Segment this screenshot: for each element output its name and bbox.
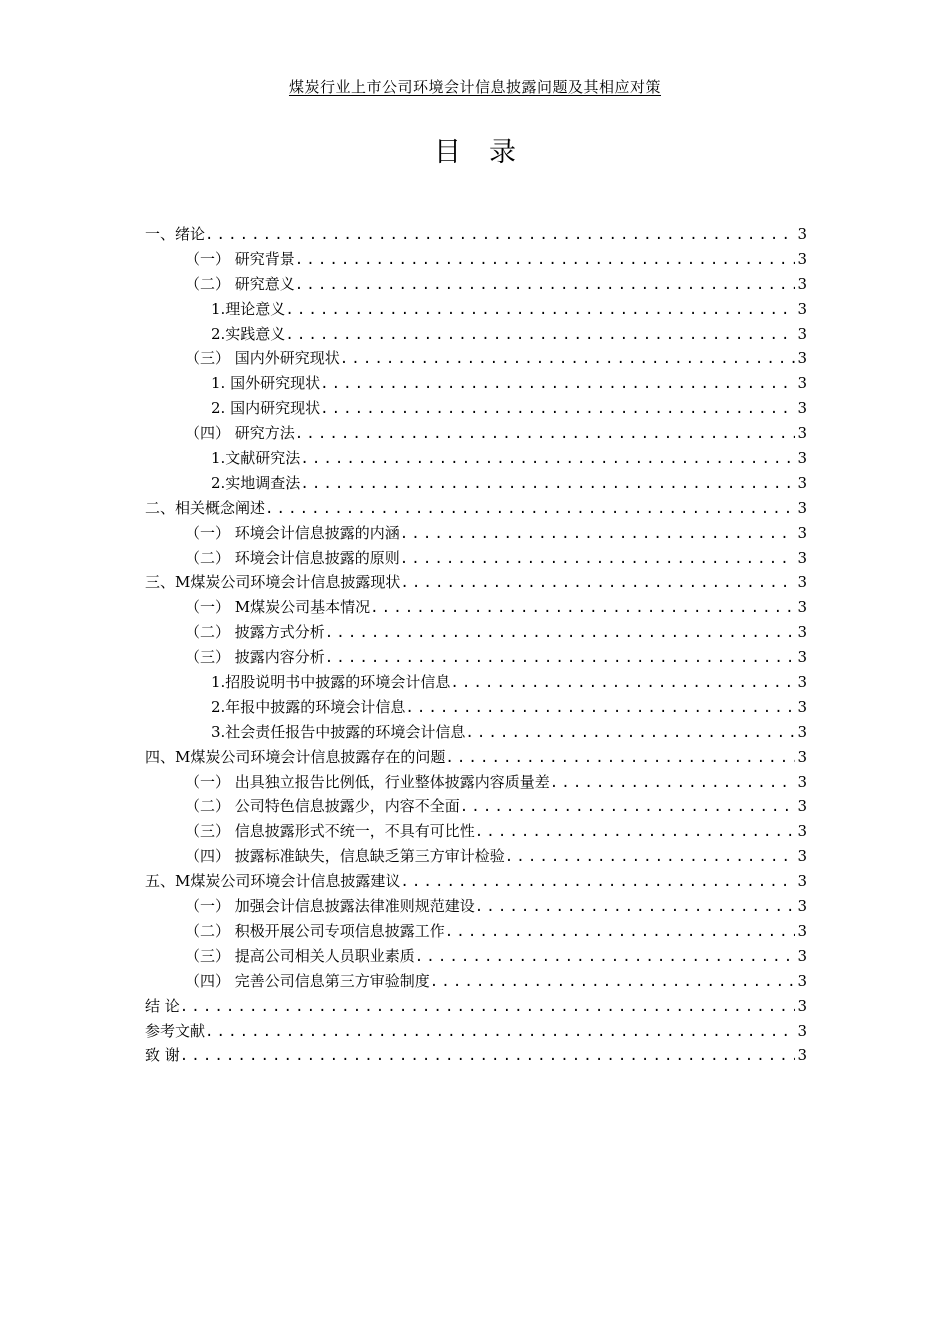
toc-entry-text: （四） 披露标准缺失，信息缺乏第三方审计检验: [185, 847, 505, 866]
toc-page-number: 3: [797, 473, 807, 492]
toc-page-number: 3: [797, 1046, 807, 1065]
dot-leader: [400, 870, 795, 895]
toc-entry-text: （三） 国内外研究现状: [185, 349, 340, 368]
toc-entry-text: 1. 国外研究现状: [211, 374, 321, 393]
toc-entry[interactable]: [145, 869, 807, 894]
toc-page-number: 3: [797, 324, 807, 343]
dot-leader: [300, 472, 795, 497]
dot-leader: [445, 746, 795, 771]
dot-leader: [320, 397, 795, 422]
dot-leader: [475, 895, 796, 920]
toc-entry-text: 2.实地调查法: [211, 473, 301, 492]
toc-page-number: 3: [797, 921, 807, 940]
toc-entry-text: （四） 研究方法: [185, 424, 295, 443]
toc-entry-text: 1.文献研究法: [211, 449, 301, 468]
dot-leader: [450, 671, 795, 696]
dot-leader: [445, 920, 796, 945]
toc-page-number: 3: [797, 946, 807, 965]
toc-page-number: 3: [797, 897, 807, 916]
toc-entry[interactable]: [145, 272, 807, 297]
toc-entry[interactable]: [145, 819, 807, 844]
toc-entry-text: （二） 环境会计信息披露的原则: [185, 548, 400, 567]
toc-page-number: 3: [797, 1021, 807, 1040]
toc-page-number: 3: [797, 872, 807, 891]
dot-leader: [265, 497, 795, 522]
toc-entry[interactable]: [145, 346, 807, 371]
toc-page-number: 3: [797, 399, 807, 418]
toc-page-number: 3: [797, 722, 807, 741]
toc-entry[interactable]: [145, 1019, 807, 1044]
toc-entry-text: 1.理论意义: [211, 299, 286, 318]
toc-page-number: 3: [797, 523, 807, 542]
toc-page-number: 3: [797, 648, 807, 667]
toc-page-number: 3: [797, 772, 807, 791]
toc-title: 目录: [434, 137, 544, 168]
dot-leader: [415, 945, 796, 970]
toc-entry[interactable]: [145, 371, 807, 396]
dot-leader: [325, 646, 796, 671]
toc-entry[interactable]: [145, 745, 807, 770]
toc-entry[interactable]: [145, 570, 807, 595]
toc-page-number: 3: [797, 971, 807, 990]
toc-entry-text: 参考文献: [145, 1021, 206, 1040]
toc-entry[interactable]: [145, 471, 807, 496]
toc-page-number: 3: [797, 349, 807, 368]
toc-entry[interactable]: [145, 794, 807, 819]
toc-entry-text: （二） 公司特色信息披露少，内容不全面: [185, 797, 460, 816]
toc-entry[interactable]: [145, 297, 807, 322]
dot-leader: [295, 273, 796, 298]
toc-entry[interactable]: [145, 695, 807, 720]
toc-entry[interactable]: [145, 222, 807, 247]
running-header: [0, 76, 950, 97]
toc-entry-text: （一） 出具独立报告比例低，行业整体披露内容质量差: [185, 772, 550, 791]
toc-page-number: 3: [797, 747, 807, 766]
dot-leader: [405, 696, 795, 721]
toc-entry[interactable]: [145, 844, 807, 869]
dot-leader: [505, 845, 796, 870]
dot-leader: [340, 347, 796, 372]
toc-page-number: 3: [797, 449, 807, 468]
toc-entry-text: 2. 国内研究现状: [211, 399, 321, 418]
toc-entry-text: （一） M煤炭公司基本情况: [185, 598, 371, 617]
toc-entry[interactable]: [145, 994, 807, 1019]
toc-page-number: 3: [797, 548, 807, 567]
toc-entry-text: 3.社会责任报告中披露的环境会计信息: [211, 722, 466, 741]
dot-leader: [370, 596, 795, 621]
table-of-contents: [145, 222, 807, 1068]
toc-page-number: 3: [797, 424, 807, 443]
dot-leader: [320, 372, 795, 397]
toc-entry[interactable]: [145, 894, 807, 919]
toc-page-number: 3: [797, 498, 807, 517]
dot-leader: [285, 323, 795, 348]
dot-leader: [180, 995, 796, 1020]
toc-entry-text: （二） 披露方式分析: [185, 623, 325, 642]
toc-entry[interactable]: [145, 421, 807, 446]
toc-page-number: 3: [797, 225, 807, 243]
toc-entry[interactable]: [145, 919, 807, 944]
toc-entry[interactable]: [145, 521, 807, 546]
toc-entry[interactable]: [145, 247, 807, 272]
dot-leader: [325, 621, 796, 646]
toc-page-number: 3: [797, 623, 807, 642]
toc-page-number: 3: [797, 847, 807, 866]
toc-entry-text: 三、M煤炭公司环境会计信息披露现状: [145, 573, 401, 592]
dot-leader: [550, 771, 796, 796]
toc-page-number: 3: [797, 249, 807, 268]
toc-entry[interactable]: [145, 670, 807, 695]
toc-page-number: 3: [797, 573, 807, 592]
toc-entry-text: （一） 加强会计信息披露法律准则规范建设: [185, 897, 475, 916]
toc-entry[interactable]: [145, 322, 807, 347]
dot-leader: [400, 547, 796, 572]
toc-entry-text: 四、M煤炭公司环境会计信息披露存在的问题: [145, 747, 446, 766]
toc-entry-text: （三） 提高公司相关人员职业素质: [185, 946, 415, 965]
toc-entry[interactable]: [145, 720, 807, 745]
toc-entry[interactable]: [145, 546, 807, 571]
dot-leader: [460, 795, 796, 820]
toc-page-number: 3: [797, 673, 807, 692]
dot-leader: [400, 571, 795, 596]
toc-entry[interactable]: [145, 446, 807, 471]
toc-entry[interactable]: [145, 1043, 807, 1068]
toc-entry-text: 五、M煤炭公司环境会计信息披露建议: [145, 872, 401, 891]
toc-page-number: 3: [797, 822, 807, 841]
toc-page-number: 3: [797, 299, 807, 318]
toc-entry-text: 结 论: [145, 996, 180, 1015]
toc-page-number: 3: [797, 374, 807, 393]
toc-entry[interactable]: [145, 969, 807, 994]
toc-entry-text: 一、绪论: [145, 225, 206, 243]
toc-entry-text: 致 谢: [145, 1046, 180, 1065]
toc-entry[interactable]: [145, 944, 807, 969]
toc-entry-text: （二） 积极开展公司专项信息披露工作: [185, 921, 445, 940]
toc-entry[interactable]: [145, 645, 807, 670]
running-header-text: 煤炭行业上市公司环境会计信息披露问题及其相应对策: [288, 78, 661, 96]
toc-entry[interactable]: [145, 396, 807, 421]
toc-entry-text: 2.年报中披露的环境会计信息: [211, 697, 406, 716]
dot-leader: [475, 820, 796, 845]
dot-leader: [295, 422, 796, 447]
toc-page-number: 3: [797, 274, 807, 293]
toc-entry-text: （二） 研究意义: [185, 274, 295, 293]
dot-leader: [205, 223, 795, 248]
dot-leader: [465, 721, 795, 746]
dot-leader: [400, 522, 796, 547]
toc-page-number: 3: [797, 996, 807, 1015]
dot-leader: [300, 447, 795, 472]
toc-entry[interactable]: [145, 496, 807, 521]
toc-entry-text: 1.招股说明书中披露的环境会计信息: [211, 673, 451, 692]
toc-entry-text: （三） 披露内容分析: [185, 648, 325, 667]
toc-entry-text: 2.实践意义: [211, 324, 286, 343]
dot-leader: [180, 1044, 796, 1069]
dot-leader: [285, 298, 795, 323]
toc-entry-text: （四） 完善公司信息第三方审验制度: [185, 971, 430, 990]
toc-entry[interactable]: [145, 595, 807, 620]
dot-leader: [295, 248, 796, 273]
dot-leader: [430, 970, 796, 995]
dot-leader: [205, 1020, 795, 1045]
toc-page-number: 3: [797, 697, 807, 716]
toc-entry[interactable]: [145, 620, 807, 645]
toc-entry-text: （一） 研究背景: [185, 249, 295, 268]
toc-entry[interactable]: [145, 770, 807, 795]
toc-page-number: 3: [797, 598, 807, 617]
toc-entry-text: （一） 环境会计信息披露的内涵: [185, 523, 400, 542]
toc-entry-text: 二、相关概念阐述: [145, 498, 266, 517]
toc-entry-text: （三） 信息披露形式不统一，不具有可比性: [185, 822, 475, 841]
toc-page-number: 3: [797, 797, 807, 816]
